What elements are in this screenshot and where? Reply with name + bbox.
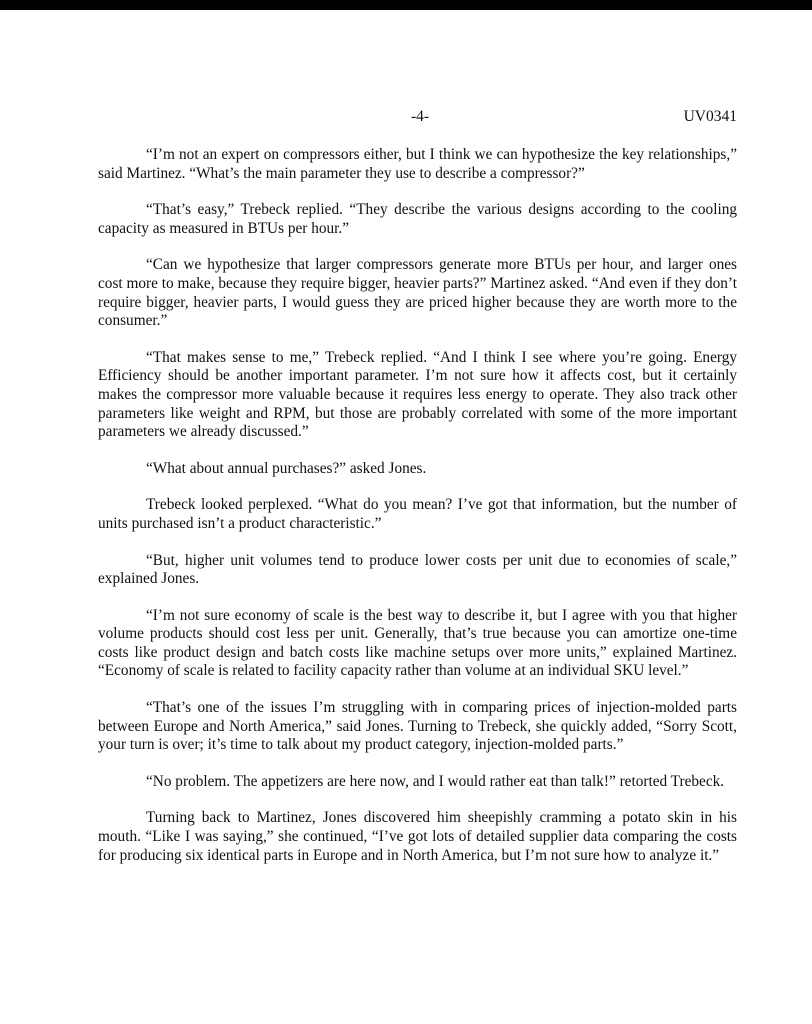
paragraph: Trebeck looked perplexed. “What do you mean? I’ve got that information, but the number of units purchased isn’t a product characteristic.” (98, 496, 737, 532)
paragraph: “That makes sense to me,” Trebeck replied. “And I think I see where you’re going. Energy Efficiency should be another important parameter. I’m not sure how it affects cost, but it certainly makes the compressor more valuable because it requires less energy to operate. They also track other parameters like weight and RPM, but those are probably correlated with some of the more important parameters we already discussed.” (98, 348, 737, 441)
paragraph: “That’s easy,” Trebeck replied. “They describe the various designs according to the cooling capacity as measured in BTUs per hour.” (98, 201, 737, 237)
top-border-bar (0, 0, 812, 10)
document-id: UV0341 (683, 108, 737, 125)
paragraph: “What about annual purchases?” asked Jones. (146, 459, 427, 477)
paragraph: “No problem. The appetizers are here now, and I would rather eat than talk!” retorted Trebeck. (146, 772, 725, 790)
page-number: -4- (410, 108, 430, 125)
paragraph: “I’m not sure economy of scale is the best way to describe it, but I agree with you that higher volume products should cost less per unit. Generally, that’s true because you can amortize one-time costs like product design and batch costs like machine setups over more units,” explained Martinez. “Economy of scale is related to facility capacity rather than volume at an individual SKU level.” (98, 606, 737, 680)
paragraph: “That’s one of the issues I’m struggling with in comparing prices of injection-molded parts between Europe and North America,” said Jones. Turning to Trebeck, she quickly added, “Sorry Scott, your turn is over; it’s time to talk about my product category, injection-molded parts.” (98, 699, 737, 754)
paragraph: “Can we hypothesize that larger compressors generate more BTUs per hour, and larger ones cost more to make, because they require bigger, heavier parts?” Martinez asked. “And even if they don’t require bigger, heavier parts, I would guess they are priced higher because they are worth more to the consumer.” (98, 256, 737, 330)
body-text (98, 146, 737, 883)
paragraph: Turning back to Martinez, Jones discovered him sheepishly cramming a potato skin in his mouth. “Like I was saying,” she continued, “I’ve got lots of detailed supplier data comparing the costs for producing six identical parts in Europe and in North America, but I’m not sure how to analyze it.” (98, 809, 737, 864)
paragraph: “I’m not an expert on compressors either, but I think we can hypothesize the key relationships,” said Martinez. “What’s the main parameter they use to describe a compressor?” (98, 146, 737, 182)
paragraph: “But, higher unit volumes tend to produce lower costs per unit due to economies of scale,” explained Jones. (98, 551, 737, 588)
